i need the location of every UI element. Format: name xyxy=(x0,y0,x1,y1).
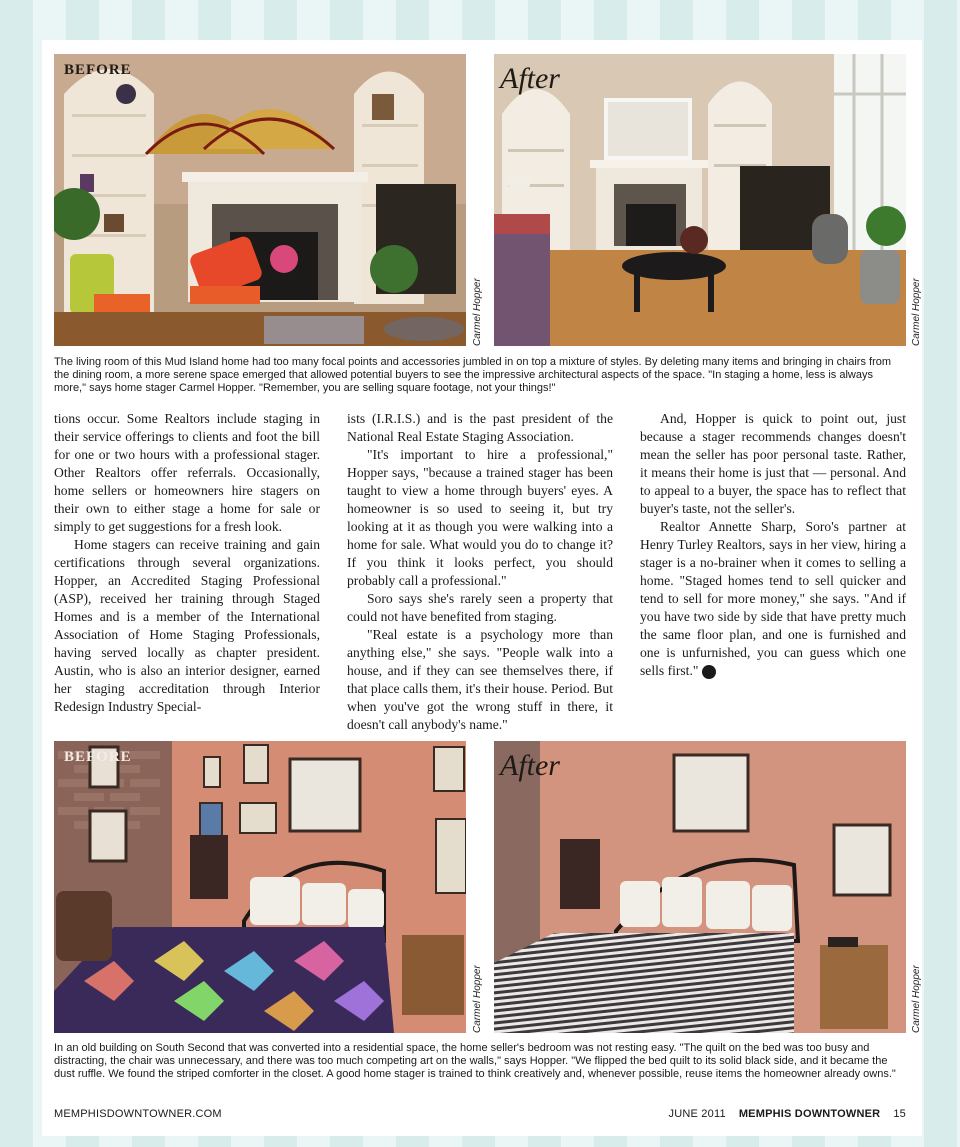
paragraph: "It's important to hire a professional," Hopper says, "because a trained stager has been taught to view a home through buyers' eyes. A homeowner is so used to seeing it, but try looking at it as though you were walking into a home for sale. What would you do to change it? If you think it looks perfect, you should probably call a professional." xyxy=(347,447,613,588)
after-label: After xyxy=(500,749,560,782)
paragraph: Realtor Annette Sharp, Soro's partner at Henry Turley Realtors, says in her view, hiring a stager is a no-brainer when it comes to selling a home. "Staged homes tend to sell quicker and tend to sell for more money," she says. "And if you have two side by side that have pretty much the same floor plan, and one is furnished and one is unfurnished, you can guess which one sells first." xyxy=(640,519,906,678)
bedroom-before-image xyxy=(54,741,466,1033)
photo-credit: Carmel Hopper xyxy=(472,965,483,1033)
living-room-caption: The living room of this Mud Island home had too many focal points and accessories jumbled in on top a mixture of styles. By deleting many items and bringing in chairs from the dining room, a more serene space emerged that allowed potential buyers to see the impressive architectural aspects of the space. "In staging a home, less is always more," says home stager Carmel Hopper. "Remember, you are selling square footage, not your things!" xyxy=(54,356,892,394)
paragraph: Soro says she's rarely seen a property that could not have benefited from staging. xyxy=(347,591,613,624)
paragraph: ists (I.R.I.S.) and is the past president of the National Real Estate Staging Association. xyxy=(347,411,613,444)
paragraph: And, Hopper is quick to point out, just because a stager recommends changes doesn't mean the seller has poor personal taste. Rather, it means their home is just that — personal. And to appeal to a buyer, the space has to reflect that buyer's taste, not the seller's. xyxy=(640,411,906,516)
before-label: BEFORE xyxy=(64,62,132,78)
paragraph: tions occur. Some Realtors include staging in their service offerings to clients and foot the bill for one or two hours with a professional stager. Other Realtors offer referrals. Occasionally, home sellers or homeowners hire stagers on their own to either stage a home for sale or simply to get suggestions for a fresh look. xyxy=(54,411,320,534)
article-column-3 xyxy=(640,410,906,680)
living-room-after-photo xyxy=(494,54,906,346)
paragraph: Home stagers can receive training and gain certifications through several organizations. Hopper, an Accredited Staging Professional (ASP), received her training through Staged Homes and is a member of the International Association of Home Staging Professionals, having served locally as chapter president. Austin, who is also an interior designer, earned her staging accreditation through Interior Redesign Industry Special- xyxy=(54,537,320,714)
photo-credit: Carmel Hopper xyxy=(911,965,922,1033)
before-label: BEFORE xyxy=(64,749,132,765)
footer-magazine-name: MEMPHIS DOWNTOWNER xyxy=(738,1108,881,1120)
footer-website[interactable]: MEMPHISDOWNTOWNER.COM xyxy=(54,1108,222,1120)
paragraph: "Real estate is a psychology more than anything else," she says. "People walk into a house, and if they can see themselves there, if that place calls them, it's their house. Period. But when you've got the wrong stuff in there, it doesn't call anybody's name." xyxy=(347,627,613,732)
living-room-before-photo xyxy=(54,54,466,346)
bedroom-before-photo xyxy=(54,741,466,1033)
footer-page-number: 15 xyxy=(893,1108,906,1120)
after-label: After xyxy=(500,62,560,95)
living-room-before-image xyxy=(54,54,466,346)
footer-date: JUNE 2011 xyxy=(668,1108,726,1120)
bedroom-caption: In an old building on South Second that was converted into a residential space, the home seller's bedroom was not resting easy. "The quilt on the bed was too busy and distracting, the chair was unnecessary, and there was too much competing art on the walls," says Hopper. "We flipped the bed quilt to its solid black side, and it became the dust ruffle. We found the striped comforter in the closet. A good home stager is trained to think creatively and, whenever possible, reuse items the homeowner already owns." xyxy=(54,1042,896,1080)
photo-credit: Carmel Hopper xyxy=(472,278,483,346)
article-column-2 xyxy=(347,410,613,734)
living-room-after-image xyxy=(494,54,906,346)
article-column-1 xyxy=(54,410,320,716)
footer-issue xyxy=(669,1108,906,1120)
paragraph-with-endmark xyxy=(640,518,906,680)
bedroom-after-photo xyxy=(494,741,906,1033)
photo-credit: Carmel Hopper xyxy=(911,278,922,346)
end-of-article-icon: MD xyxy=(702,665,716,679)
bedroom-after-image xyxy=(494,741,906,1033)
